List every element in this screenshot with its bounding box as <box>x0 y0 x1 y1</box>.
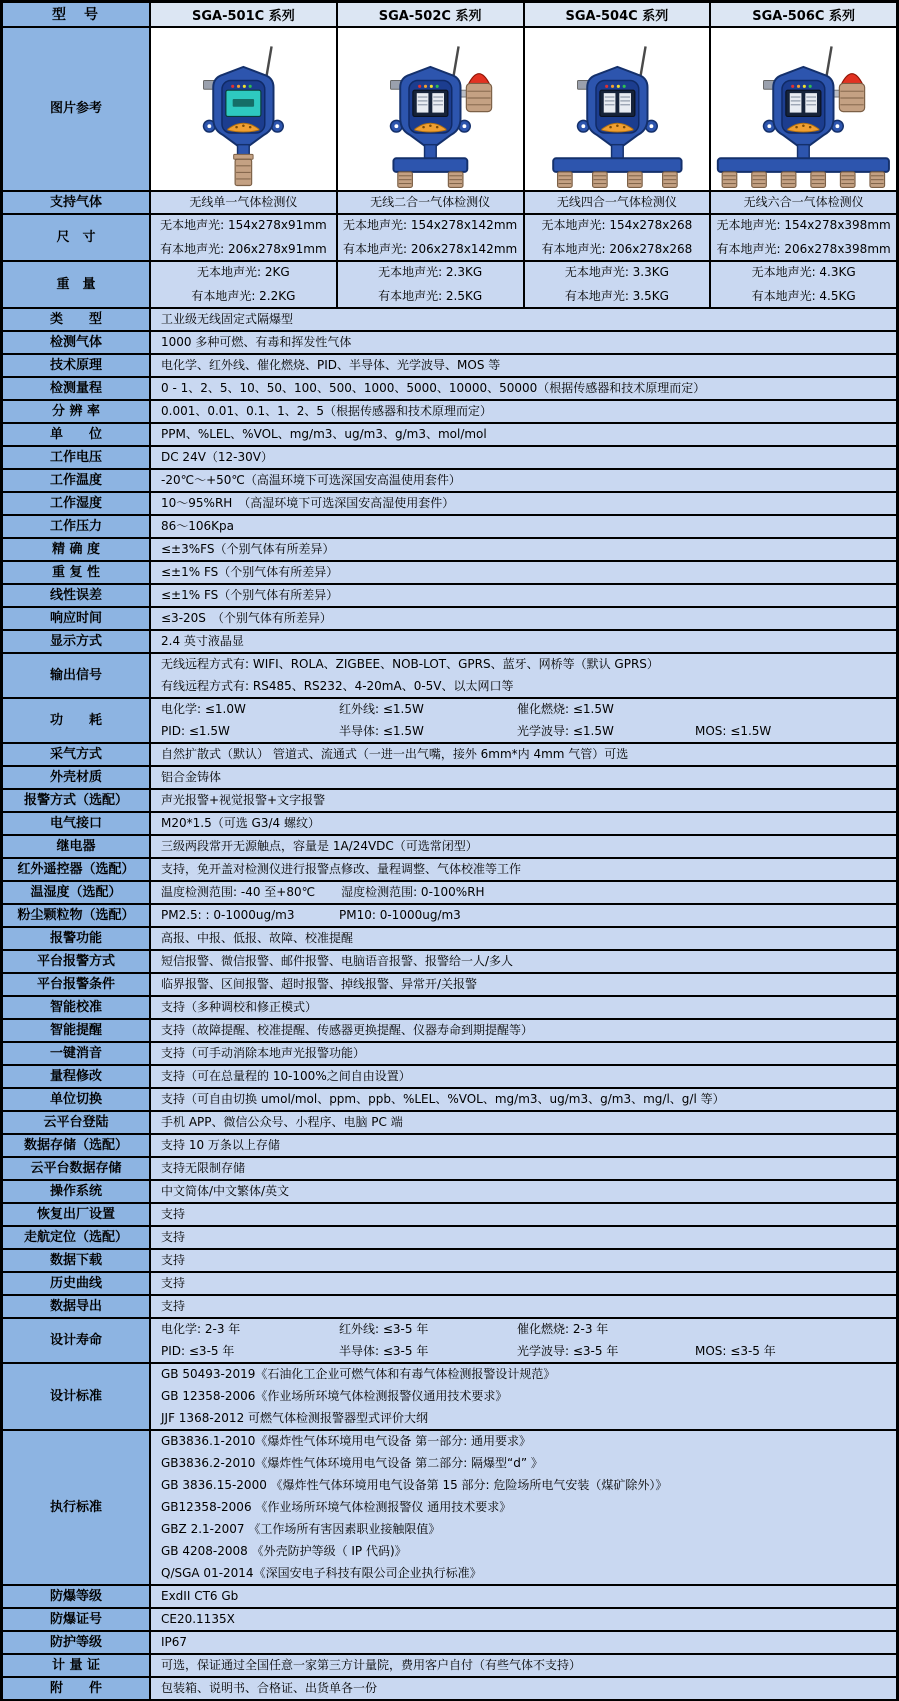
row-label-weight: 重 量 <box>3 262 149 307</box>
spec-cell <box>149 1066 896 1087</box>
spec-row-housing <box>3 767 896 790</box>
spec-text: 无本地声光: 154x278x268 <box>541 218 693 232</box>
spec-cell <box>149 836 896 857</box>
spec-text: 0.001、0.01、0.1、1、2、5（根据传感器和技术原理而定） <box>161 404 493 418</box>
spec-row-explosion-proof-cert <box>3 1609 896 1632</box>
product-image-sga-504c <box>523 28 710 190</box>
row-label-principle: 技术原理 <box>3 355 149 376</box>
row-label-repeatability: 重 复 性 <box>3 562 149 583</box>
row-label-cloud-storage: 云平台数据存储 <box>3 1158 149 1179</box>
row-label-alarm-function: 报警功能 <box>3 928 149 949</box>
spec-text: 有本地声光: 206x278x91mm <box>160 242 327 256</box>
row-label-humidity: 工作湿度 <box>3 493 149 514</box>
row-label-relay: 继电器 <box>3 836 149 857</box>
spec-row-alarm-mode <box>3 790 896 813</box>
spec-text: 短信报警、微信报警、邮件报警、电脑语音报警、报警给一人/多人 <box>161 954 514 968</box>
spec-text: 高报、中报、低报、故障、校准提醒 <box>161 931 354 945</box>
spec-cell <box>149 1678 896 1699</box>
spec-row-accuracy <box>3 539 896 562</box>
spec-cell <box>149 790 896 811</box>
spec-row-metrology-cert <box>3 1655 896 1678</box>
spec-row-smart-reminder <box>3 1020 896 1043</box>
row-label-dust-option: 粉尘颗粒物（选配） <box>3 905 149 926</box>
spec-cell <box>523 215 710 260</box>
spec-text: GBZ 2.1-2007 《工作场所有害因素职业接触限值》 <box>161 1522 441 1536</box>
spec-text: 三级两段常开无源触点，容量是 1A/24VDC（可选常闭型） <box>161 839 478 853</box>
spec-cell <box>149 378 896 399</box>
spec-row-factory-reset <box>3 1204 896 1227</box>
spec-cell <box>149 1181 896 1202</box>
row-label-power-consumption: 功 耗 <box>3 699 149 742</box>
spec-text: 声光报警+视觉报警+文字报警 <box>161 793 326 807</box>
spec-text: 光学波导: ≤3-5 年 <box>517 1344 619 1358</box>
spec-cell <box>149 562 896 583</box>
spec-text: 无本地声光: 154x278x91mm <box>160 218 327 232</box>
spec-text: 支持（故障提醒、校准提醒、传感器更换提醒、仪器寿命到期提醒等） <box>161 1023 534 1037</box>
spec-row-data-download <box>3 1250 896 1273</box>
spec-cell <box>149 813 896 834</box>
spec-cell <box>149 1296 896 1317</box>
spec-row-protection-grade <box>3 1632 896 1655</box>
spec-text: PPM、%LEL、%VOL、mg/m3、ug/m3、g/m3、mol/mol <box>161 427 487 441</box>
row-label-display: 显示方式 <box>3 631 149 652</box>
spec-text: 支持无限制存储 <box>161 1161 246 1175</box>
spec-text: 支持 <box>161 1230 186 1244</box>
row-label-temperature: 工作温度 <box>3 470 149 491</box>
spec-cell <box>149 539 896 560</box>
spec-text: PID: ≤1.5W <box>161 724 230 738</box>
row-label-model: 型 号 <box>3 3 149 26</box>
row-label-os: 操作系统 <box>3 1181 149 1202</box>
product-image-sga-501c <box>149 28 336 190</box>
spec-cell <box>149 1227 896 1248</box>
spec-cell <box>149 1112 896 1133</box>
spec-cell <box>149 1609 896 1630</box>
spec-text: 铝合金铸体 <box>161 770 222 784</box>
spec-cell <box>149 332 896 353</box>
spec-row-photos <box>3 28 896 192</box>
product-image-sga-506c-drawing <box>711 41 896 190</box>
spec-text: 支持（可自由切换 umol/mol、ppm、ppb、%LEL、%VOL、mg/m3、ug/m3、g/m3、mg/l、g/l 等） <box>161 1092 725 1106</box>
spec-cell <box>149 401 896 422</box>
row-label-accuracy: 精 确 度 <box>3 539 149 560</box>
row-label-accessories: 附 件 <box>3 1678 149 1699</box>
spec-row-resolution <box>3 401 896 424</box>
spec-cell <box>149 859 896 880</box>
spec-cell <box>149 447 896 468</box>
spec-text: 有本地声光: 206x278x268 <box>541 242 693 256</box>
spec-row-data-export <box>3 1296 896 1319</box>
product-image-sga-502c-drawing <box>338 41 523 190</box>
spec-row-data-storage <box>3 1135 896 1158</box>
row-label-metrology-cert: 计 量 证 <box>3 1655 149 1676</box>
spec-row-relay <box>3 836 896 859</box>
spec-text: 无本地声光: 154x278x398mm <box>716 218 891 232</box>
spec-text: GB 3836.15-2000 《爆炸性气体环境用电气设备第 15 部分: 危险场所电气安装（煤矿除外）》 <box>161 1478 668 1492</box>
spec-row-linearity <box>3 585 896 608</box>
spec-text: 红外线: ≤3-5 年 <box>339 1322 429 1336</box>
spec-row-temp-humidity-option <box>3 882 896 905</box>
spec-row-cloud-storage <box>3 1158 896 1181</box>
spec-text: 有本地声光: 4.5KG <box>751 289 856 303</box>
spec-cell <box>149 1431 896 1584</box>
spec-text: 支持，免开盖对检测仪进行报警点修改、量程调整、气体校准等工作 <box>161 862 522 876</box>
row-label-smart-calibration: 智能校准 <box>3 997 149 1018</box>
row-label-housing: 外壳材质 <box>3 767 149 788</box>
row-label-resolution: 分 辨 率 <box>3 401 149 422</box>
row-label-one-key-mute: 一键消音 <box>3 1043 149 1064</box>
spec-text: JJF 1368-2012 可燃气体检测报警器型式评价大纲 <box>161 1411 429 1425</box>
row-label-design-standard: 设计标准 <box>3 1364 149 1429</box>
spec-cell <box>149 1043 896 1064</box>
spec-text: 无线二合一气体检测仪 <box>370 195 491 209</box>
spec-row-range-modify <box>3 1066 896 1089</box>
spec-cell <box>149 699 896 742</box>
spec-cell <box>149 928 896 949</box>
spec-cell <box>709 262 896 307</box>
spec-row-smart-calibration <box>3 997 896 1020</box>
spec-row-temperature <box>3 470 896 493</box>
spec-text: 2.4 英寸液晶显 <box>161 634 244 648</box>
row-label-electrical-port: 电气接口 <box>3 813 149 834</box>
spec-text: 临界报警、区间报警、超时报警、掉线报警、异常开/关报警 <box>161 977 478 991</box>
spec-text: 支持 <box>161 1299 186 1313</box>
spec-text: 红外线: ≤1.5W <box>339 702 424 716</box>
spec-text: 无本地声光: 2.3KG <box>378 265 483 279</box>
spec-text: 支持 <box>161 1276 186 1290</box>
row-label-protection-grade: 防护等级 <box>3 1632 149 1653</box>
row-label-history-curve: 历史曲线 <box>3 1273 149 1294</box>
spec-row-cloud-login <box>3 1112 896 1135</box>
spec-row-history-curve <box>3 1273 896 1296</box>
spec-cell <box>149 262 336 307</box>
spec-row-humidity <box>3 493 896 516</box>
spec-text: Q/SGA 01-2014《深国安电子科技有限公司企业执行标准》 <box>161 1566 482 1580</box>
row-label-detect-gas: 检测气体 <box>3 332 149 353</box>
spec-cell <box>149 905 896 926</box>
spec-text: 手机 APP、微信公众号、小程序、电脑 PC 端 <box>161 1115 403 1129</box>
spec-text: GB 12358-2006《作业场所环境气体检测报警仪通用技术要求》 <box>161 1389 508 1403</box>
spec-cell <box>149 309 896 330</box>
spec-text: 湿度检测范围: 0-100%RH <box>341 885 485 899</box>
spec-cell <box>149 631 896 652</box>
spec-row-ir-remote <box>3 859 896 882</box>
spec-cell <box>149 470 896 491</box>
spec-cell <box>149 974 896 995</box>
spec-text: CE20.1135X <box>161 1612 235 1626</box>
spec-cell <box>149 1250 896 1271</box>
spec-text: PM10: 0-1000ug/m3 <box>339 908 461 922</box>
model-header: SGA-501C 系列 <box>149 3 336 26</box>
spec-text: 光学波导: ≤1.5W <box>517 724 614 738</box>
row-label-ir-remote: 红外遥控器（选配） <box>3 859 149 880</box>
row-label-output-signal: 输出信号 <box>3 654 149 697</box>
spec-text: 86～106Kpa <box>161 519 235 533</box>
spec-text: ≤±1% FS（个别气体有所差异） <box>161 565 339 579</box>
row-label-dimensions: 尺 寸 <box>3 215 149 260</box>
spec-cell <box>149 1655 896 1676</box>
spec-row-unit <box>3 424 896 447</box>
spec-text: 无线远程方式有: WIFI、ROLA、ZIGBEE、NOB-LOT、GPRS、蓝牙、网桥等（默认 GPRS） <box>161 657 659 671</box>
row-label-range: 检测量程 <box>3 378 149 399</box>
spec-cell <box>523 262 710 307</box>
spec-cell <box>149 1089 896 1110</box>
spec-text: 无线单一气体检测仪 <box>189 195 298 209</box>
spec-text: 支持（可在总量程的 10-100%之间自由设置） <box>161 1069 411 1083</box>
spec-cell <box>336 192 523 213</box>
model-header: SGA-504C 系列 <box>523 3 710 26</box>
spec-row-detect-gas <box>3 332 896 355</box>
spec-cell <box>149 424 896 445</box>
spec-row-dimensions <box>3 215 896 262</box>
spec-text: 无本地声光: 2KG <box>197 265 290 279</box>
row-label-supported-gas: 支持气体 <box>3 192 149 213</box>
spec-row-principle <box>3 355 896 378</box>
spec-cell <box>149 1020 896 1041</box>
row-label-explosion-proof-cert: 防爆证号 <box>3 1609 149 1630</box>
spec-text: 可选，保证通过全国任意一家第三方计量院，费用客户自付（有些气体不支持） <box>161 1658 582 1672</box>
spec-text: GB 50493-2019《石油化工企业可燃气体和有毒气体检测报警设计规范》 <box>161 1367 556 1381</box>
spec-text: 包装箱、说明书、合格证、出货单各一份 <box>161 1681 378 1695</box>
spec-text: 有线远程方式有: RS485、RS232、4-20mA、0-5V、以太网口等 <box>161 679 514 693</box>
row-label-voltage: 工作电压 <box>3 447 149 468</box>
row-label-type: 类 型 <box>3 309 149 330</box>
spec-cell <box>709 215 896 260</box>
row-label-temp-humidity-option: 温湿度（选配） <box>3 882 149 903</box>
spec-row-design-standard <box>3 1364 896 1431</box>
spec-text: 半导体: ≤1.5W <box>339 724 424 738</box>
spec-cell <box>149 654 896 697</box>
spec-cell <box>149 493 896 514</box>
spec-text: 电化学: 2-3 年 <box>161 1322 241 1336</box>
spec-text: 温度检测范围: -40 至+80℃ <box>161 885 316 899</box>
row-label-unit: 单 位 <box>3 424 149 445</box>
row-label-data-storage: 数据存储（选配） <box>3 1135 149 1156</box>
spec-row-explosion-proof-grade <box>3 1586 896 1609</box>
spec-cell <box>149 1158 896 1179</box>
spec-cell <box>149 516 896 537</box>
spec-row-output-signal <box>3 654 896 699</box>
row-label-response-time: 响应时间 <box>3 608 149 629</box>
row-label-factory-reset: 恢复出厂设置 <box>3 1204 149 1225</box>
spec-text: 支持 10 万条以上存储 <box>161 1138 280 1152</box>
row-label-execution-standard: 执行标准 <box>3 1431 149 1584</box>
spec-text: DC 24V（12-30V） <box>161 450 273 464</box>
spec-text: ≤±1% FS（个别气体有所差异） <box>161 588 339 602</box>
spec-row-alarm-function <box>3 928 896 951</box>
spec-cell <box>149 1364 896 1429</box>
spec-cell <box>149 1319 896 1362</box>
row-label-smart-reminder: 智能提醒 <box>3 1020 149 1041</box>
spec-text: 支持 <box>161 1253 186 1267</box>
row-label-platform-alarm-condition: 平台报警条件 <box>3 974 149 995</box>
spec-text: 有本地声光: 3.5KG <box>564 289 669 303</box>
row-label-data-download: 数据下载 <box>3 1250 149 1271</box>
spec-row-platform-alarm-mode <box>3 951 896 974</box>
spec-row-weight <box>3 262 896 309</box>
spec-row-unit-switch <box>3 1089 896 1112</box>
spec-text: PM2.5: : 0-1000ug/m3 <box>161 908 295 922</box>
spec-text: 电化学、红外线、催化燃烧、PID、半导体、光学波导、MOS 等 <box>161 358 501 372</box>
spec-text: PID: ≤3-5 年 <box>161 1344 235 1358</box>
spec-row-execution-standard <box>3 1431 896 1586</box>
spec-text: GB3836.2-2010《爆炸性气体环境用电气设备 第二部分: 隔爆型“d” 》 <box>161 1456 543 1470</box>
spec-cell <box>149 997 896 1018</box>
row-label-navigation-option: 走航定位（选配） <box>3 1227 149 1248</box>
spec-cell <box>149 1204 896 1225</box>
spec-row-os <box>3 1181 896 1204</box>
spec-cell <box>149 215 336 260</box>
row-label-cloud-login: 云平台登陆 <box>3 1112 149 1133</box>
spec-text: 自然扩散式（默认） 管道式、流通式（一进一出气嘴，接外 6mm*内 4mm 气管）可选 <box>161 747 629 761</box>
product-image-sga-502c <box>336 28 523 190</box>
spec-row-supported-gas <box>3 192 896 215</box>
row-label-alarm-mode: 报警方式（选配） <box>3 790 149 811</box>
spec-cell <box>149 608 896 629</box>
spec-text: ExdII CT6 Gb <box>161 1589 239 1603</box>
spec-row-accessories <box>3 1678 896 1699</box>
row-label-sampling: 采气方式 <box>3 744 149 765</box>
spec-row-voltage <box>3 447 896 470</box>
spec-text: 催化燃烧: 2-3 年 <box>517 1322 609 1336</box>
model-header: SGA-506C 系列 <box>709 3 896 26</box>
spec-row-one-key-mute <box>3 1043 896 1066</box>
spec-text: 有本地声光: 2.2KG <box>191 289 296 303</box>
spec-text: 有本地声光: 206x278x398mm <box>716 242 891 256</box>
spec-text: GB3836.1-2010《爆炸性气体环境用电气设备 第一部分: 通用要求》 <box>161 1434 532 1448</box>
spec-cell <box>149 951 896 972</box>
spec-row-display <box>3 631 896 654</box>
row-label-design-life: 设计寿命 <box>3 1319 149 1362</box>
spec-text: 电化学: ≤1.0W <box>161 702 246 716</box>
spec-text: 支持（可手动消除本地声光报警功能） <box>161 1046 366 1060</box>
spec-text: MOS: ≤3-5 年 <box>695 1344 776 1358</box>
spec-row-power-consumption <box>3 699 896 744</box>
spec-text: 支持（多种调校和修正模式） <box>161 1000 318 1014</box>
spec-cell <box>149 1135 896 1156</box>
spec-text: 无线六合一气体检测仪 <box>743 195 864 209</box>
spec-text: M20*1.5（可选 G3/4 螺纹） <box>161 816 320 830</box>
spec-cell <box>149 744 896 765</box>
row-label-linearity: 线性误差 <box>3 585 149 606</box>
spec-row-response-time <box>3 608 896 631</box>
row-label-explosion-proof-grade: 防爆等级 <box>3 1586 149 1607</box>
spec-cell <box>709 192 896 213</box>
spec-text: 1000 多种可燃、有毒和挥发性气体 <box>161 335 352 349</box>
spec-text: 半导体: ≤3-5 年 <box>339 1344 429 1358</box>
row-label-range-modify: 量程修改 <box>3 1066 149 1087</box>
spec-cell <box>149 585 896 606</box>
row-label-data-export: 数据导出 <box>3 1296 149 1317</box>
spec-text: 无本地声光: 154x278x142mm <box>343 218 518 232</box>
spec-text: GB12358-2006 《作业场所环境气体检测报警仪 通用技术要求》 <box>161 1500 512 1514</box>
spec-row-pressure <box>3 516 896 539</box>
model-header: SGA-502C 系列 <box>336 3 523 26</box>
spec-row-design-life <box>3 1319 896 1364</box>
spec-row-platform-alarm-condition <box>3 974 896 997</box>
spec-text: IP67 <box>161 1635 188 1649</box>
product-image-sga-504c-drawing <box>525 41 710 190</box>
spec-text: ≤±3%FS（个别气体有所差异） <box>161 542 335 556</box>
spec-row-electrical-port <box>3 813 896 836</box>
spec-text: 中文简体/中文繁体/英文 <box>161 1184 290 1198</box>
product-image-sga-506c <box>709 28 896 190</box>
spec-text: 0 - 1、2、5、10、50、100、500、1000、5000、10000、50000（根据传感器和技术原理而定） <box>161 381 706 395</box>
spec-text: -20℃～+50℃（高温环境下可选深国安高温使用套件） <box>161 473 461 487</box>
spec-text: ≤3-20S （个别气体有所差异） <box>161 611 332 625</box>
spec-text: MOS: ≤1.5W <box>695 724 772 738</box>
spec-text: 催化燃烧: ≤1.5W <box>517 702 614 716</box>
row-label-platform-alarm-mode: 平台报警方式 <box>3 951 149 972</box>
spec-row-model <box>3 3 896 28</box>
spec-row-range <box>3 378 896 401</box>
product-image-sga-501c-drawing <box>151 41 336 190</box>
row-label-pressure: 工作压力 <box>3 516 149 537</box>
spec-row-repeatability <box>3 562 896 585</box>
spec-text: 无本地声光: 4.3KG <box>751 265 856 279</box>
spec-cell <box>149 355 896 376</box>
spec-text: 10～95%RH （高湿环境下可选深国安高湿使用套件） <box>161 496 455 510</box>
spec-text: 有本地声光: 206x278x142mm <box>343 242 518 256</box>
spec-row-navigation-option <box>3 1227 896 1250</box>
spec-cell <box>149 767 896 788</box>
row-label-photos: 图片参考 <box>3 28 149 190</box>
spec-text: 工业级无线固定式隔爆型 <box>161 312 294 326</box>
spec-row-type <box>3 309 896 332</box>
spec-cell <box>149 1273 896 1294</box>
spec-text: 无本地声光: 3.3KG <box>564 265 669 279</box>
spec-cell <box>149 882 896 903</box>
spec-text: 支持 <box>161 1207 186 1221</box>
spec-row-sampling <box>3 744 896 767</box>
spec-cell <box>336 215 523 260</box>
spec-text: GB 4208-2008 《外壳防护等级（ IP 代码)》 <box>161 1544 407 1558</box>
spec-text: 有本地声光: 2.5KG <box>378 289 483 303</box>
spec-cell <box>336 262 523 307</box>
spec-cell <box>149 192 336 213</box>
spec-cell <box>149 1632 896 1653</box>
spec-row-dust-option <box>3 905 896 928</box>
spec-cell <box>523 192 710 213</box>
row-label-unit-switch: 单位切换 <box>3 1089 149 1110</box>
spec-text: 无线四合一气体检测仪 <box>556 195 677 209</box>
